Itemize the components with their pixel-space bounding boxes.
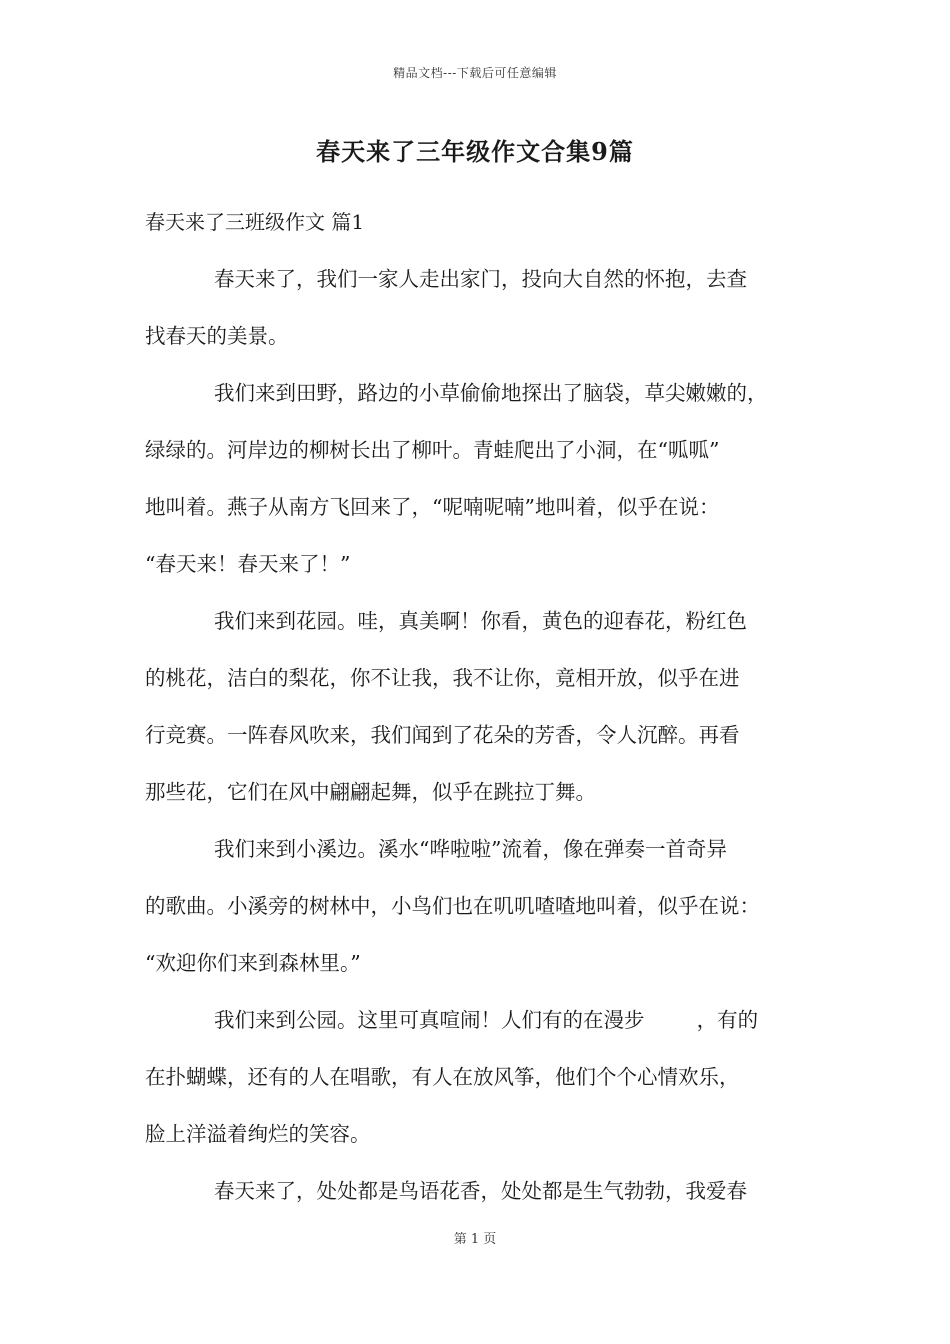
paragraph-line: “欢迎你们来到森林里。” xyxy=(145,951,361,975)
page-number: 第 1 页 xyxy=(453,1232,497,1247)
paragraph-line: 的歌曲。小溪旁的树林中，小鸟们也在叽叽喳喳地叫着，似乎在说： xyxy=(145,894,760,918)
paragraph-line: 我们来到小溪边。溪水“哗啦啦”流着，像在弹奏一首奇异 xyxy=(214,837,727,861)
paragraph-line: 地叫着。燕子从南方飞回来了，“呢喃呢喃”地叫着，似乎在说： xyxy=(145,495,720,519)
paragraph-line: 行竞赛。一阵春风吹来，我们闻到了花朵的芳香，令人沉醉。再看 xyxy=(145,723,740,747)
document-title: 春天来了三年级作文合集9篇 xyxy=(316,137,634,166)
paragraph-line: 的桃花，洁白的梨花，你不让我，我不让你，竟相开放，似乎在进 xyxy=(145,666,740,690)
paragraph-line: 我们来到田野，路边的小草偷偷地探出了脑袋，草尖嫩嫩的， xyxy=(214,381,768,405)
paragraph-line: 我们来到公园。这里可真喧闹！人们有的在漫步 ，有的 xyxy=(214,1008,759,1032)
section-heading: 春天来了三班级作文 篇1 xyxy=(145,210,365,234)
paragraph-line: 我们来到花园。哇，真美啊！你看，黄色的迎春花，粉红色 xyxy=(214,609,747,633)
paragraph-line: 脸上洋溢着绚烂的笑容。 xyxy=(145,1122,371,1146)
paragraph-line: “春天来！春天来了！” xyxy=(145,552,351,576)
page-header: 精品文档---下载后可任意编辑 xyxy=(393,66,557,80)
paragraph-line: 找春天的美景。 xyxy=(145,324,289,348)
paragraph-line: 春天来了，处处都是鸟语花香，处处都是生气勃勃，我爱春 xyxy=(214,1179,747,1203)
paragraph-line: 春天来了，我们一家人走出家门，投向大自然的怀抱，去查 xyxy=(214,267,747,291)
essay-body xyxy=(145,251,825,1220)
paragraph-line: 那些花，它们在风中翩翩起舞，似乎在跳拉丁舞。 xyxy=(145,780,596,804)
paragraph-line: 绿绿的。河岸边的柳树长出了柳叶。青蛙爬出了小洞，在“呱呱” xyxy=(145,438,720,462)
paragraph-line: 在扑蝴蝶，还有的人在唱歌，有人在放风筝，他们个个心情欢乐， xyxy=(145,1065,740,1089)
